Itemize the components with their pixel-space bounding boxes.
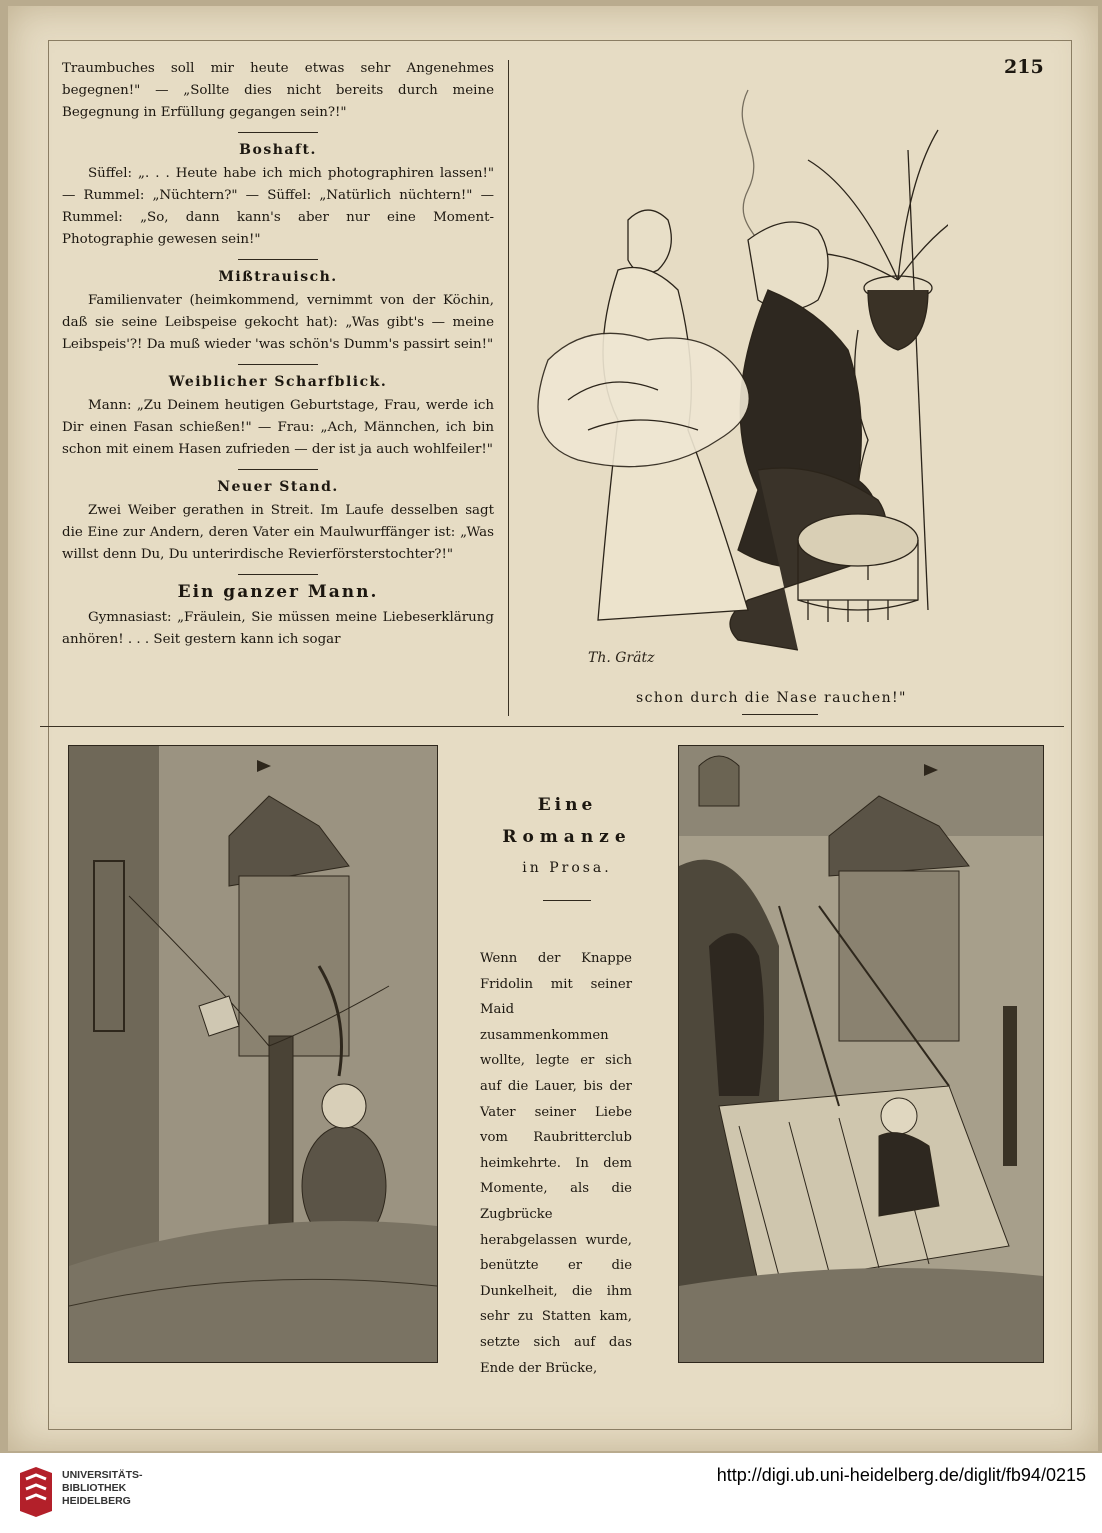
column-divider: [508, 60, 509, 716]
section-text-scharfblick: Mann: „Zu Deinem heutigen Geburtstage, Frau, werde ich Dir einen Fasan schießen!" — Frau: „Ach, Männchen, ich bin schon mit einem Hasen zufrieden — der ist ja auch wohlfeiler!": [62, 398, 494, 457]
romanze-title: [478, 790, 656, 901]
source-url-link[interactable]: http://digi.ub.uni-heidelberg.de/diglit/fb94/0215: [716, 1465, 1086, 1485]
library-logo-icon: [16, 1465, 56, 1519]
short-rule: [238, 364, 318, 365]
footer-bar: [0, 1453, 1102, 1533]
illustration-signature: Th. Grätz: [588, 650, 655, 666]
short-rule: [238, 469, 318, 470]
illustration-drawbridge: [678, 745, 1044, 1363]
short-rule: [238, 132, 318, 133]
section-text-boshaft: Süffel: „. . . Heute habe ich mich photographiren lassen!" — Rummel: „Nüchtern?" — Süffel: „Natürlich nüchtern!" — Rummel: „So, dann kann's aber nur eine Moment-Photographie gewesen sein!": [62, 166, 494, 247]
section-divider: [40, 726, 1064, 727]
section-title-ganzer-mann: Ein ganzer Mann.: [177, 582, 379, 602]
romanze-title-line2: Romanze: [502, 827, 632, 847]
romanze-text: Wenn der Knappe Fridolin mit seiner Maid zusammenkommen wollte, legte er sich auf die Lauer, bis der Vater seiner Liebe vom Raubritterclub heimkehrte. In dem Momente, als die Zugbrücke herabgelassen wurde, benützte er die Dunkelheit, die ihm sehr zu Statten kam, setzte sich auf das Ende der Brücke,: [480, 951, 632, 1376]
illustration-smoking-man: [528, 70, 948, 678]
library-name-line1: UNIVERSITÄTS-: [62, 1469, 143, 1481]
romanze-title-line1: Eine: [537, 795, 597, 815]
short-rule: [238, 259, 318, 260]
section-title-neuer-stand: Neuer Stand.: [217, 479, 339, 495]
section-text-ganzer-mann: Gymnasiast: „Fräulein, Sie müssen meine Liebeserklärung anhören! . . . Seit gestern kann ich sogar: [62, 610, 494, 647]
intro-paragraph: Traumbuches soll mir heute etwas sehr Angenehmes begegnen!" — „Sollte dies nicht bereits durch meine Begegnung in Erfüllung gegangen sein?!": [62, 61, 494, 120]
illustration-knight-tower: [68, 745, 438, 1363]
caption-rule: [742, 714, 818, 715]
section-title-scharfblick: Weiblicher Scharfblick.: [168, 374, 388, 390]
library-name-line3: HEIDELBERG: [62, 1495, 131, 1507]
romanze-rule: [543, 900, 591, 901]
illustration-caption: schon durch die Nase rauchen!": [636, 690, 907, 706]
section-title-boshaft: Boshaft.: [239, 142, 317, 158]
romanze-title-line3: in Prosa.: [522, 860, 612, 876]
page-number: 215: [1004, 56, 1044, 78]
section-text-neuer-stand: Zwei Weiber gerathen in Streit. Im Laufe desselben sagt die Eine zur Andern, deren Vater ein Maulwurffänger ist: „Was willst denn Du, Du unterirdische Revierförsterstochter?!": [62, 503, 494, 562]
section-title-misstrauisch: Mißtrauisch.: [218, 269, 338, 285]
section-text-misstrauisch: Familienvater (heimkommend, vernimmt von der Köchin, daß sie seine Leibspeise gekocht hat): „Was gibt's — meine Leibspeis'?! Da muß wieder 'was schön's Dumm's passirt sein!": [62, 293, 494, 352]
library-name-line2: BIBLIOTHEK: [62, 1482, 127, 1494]
short-rule: [238, 574, 318, 575]
text-column: [62, 58, 494, 651]
library-name: [62, 1469, 143, 1508]
